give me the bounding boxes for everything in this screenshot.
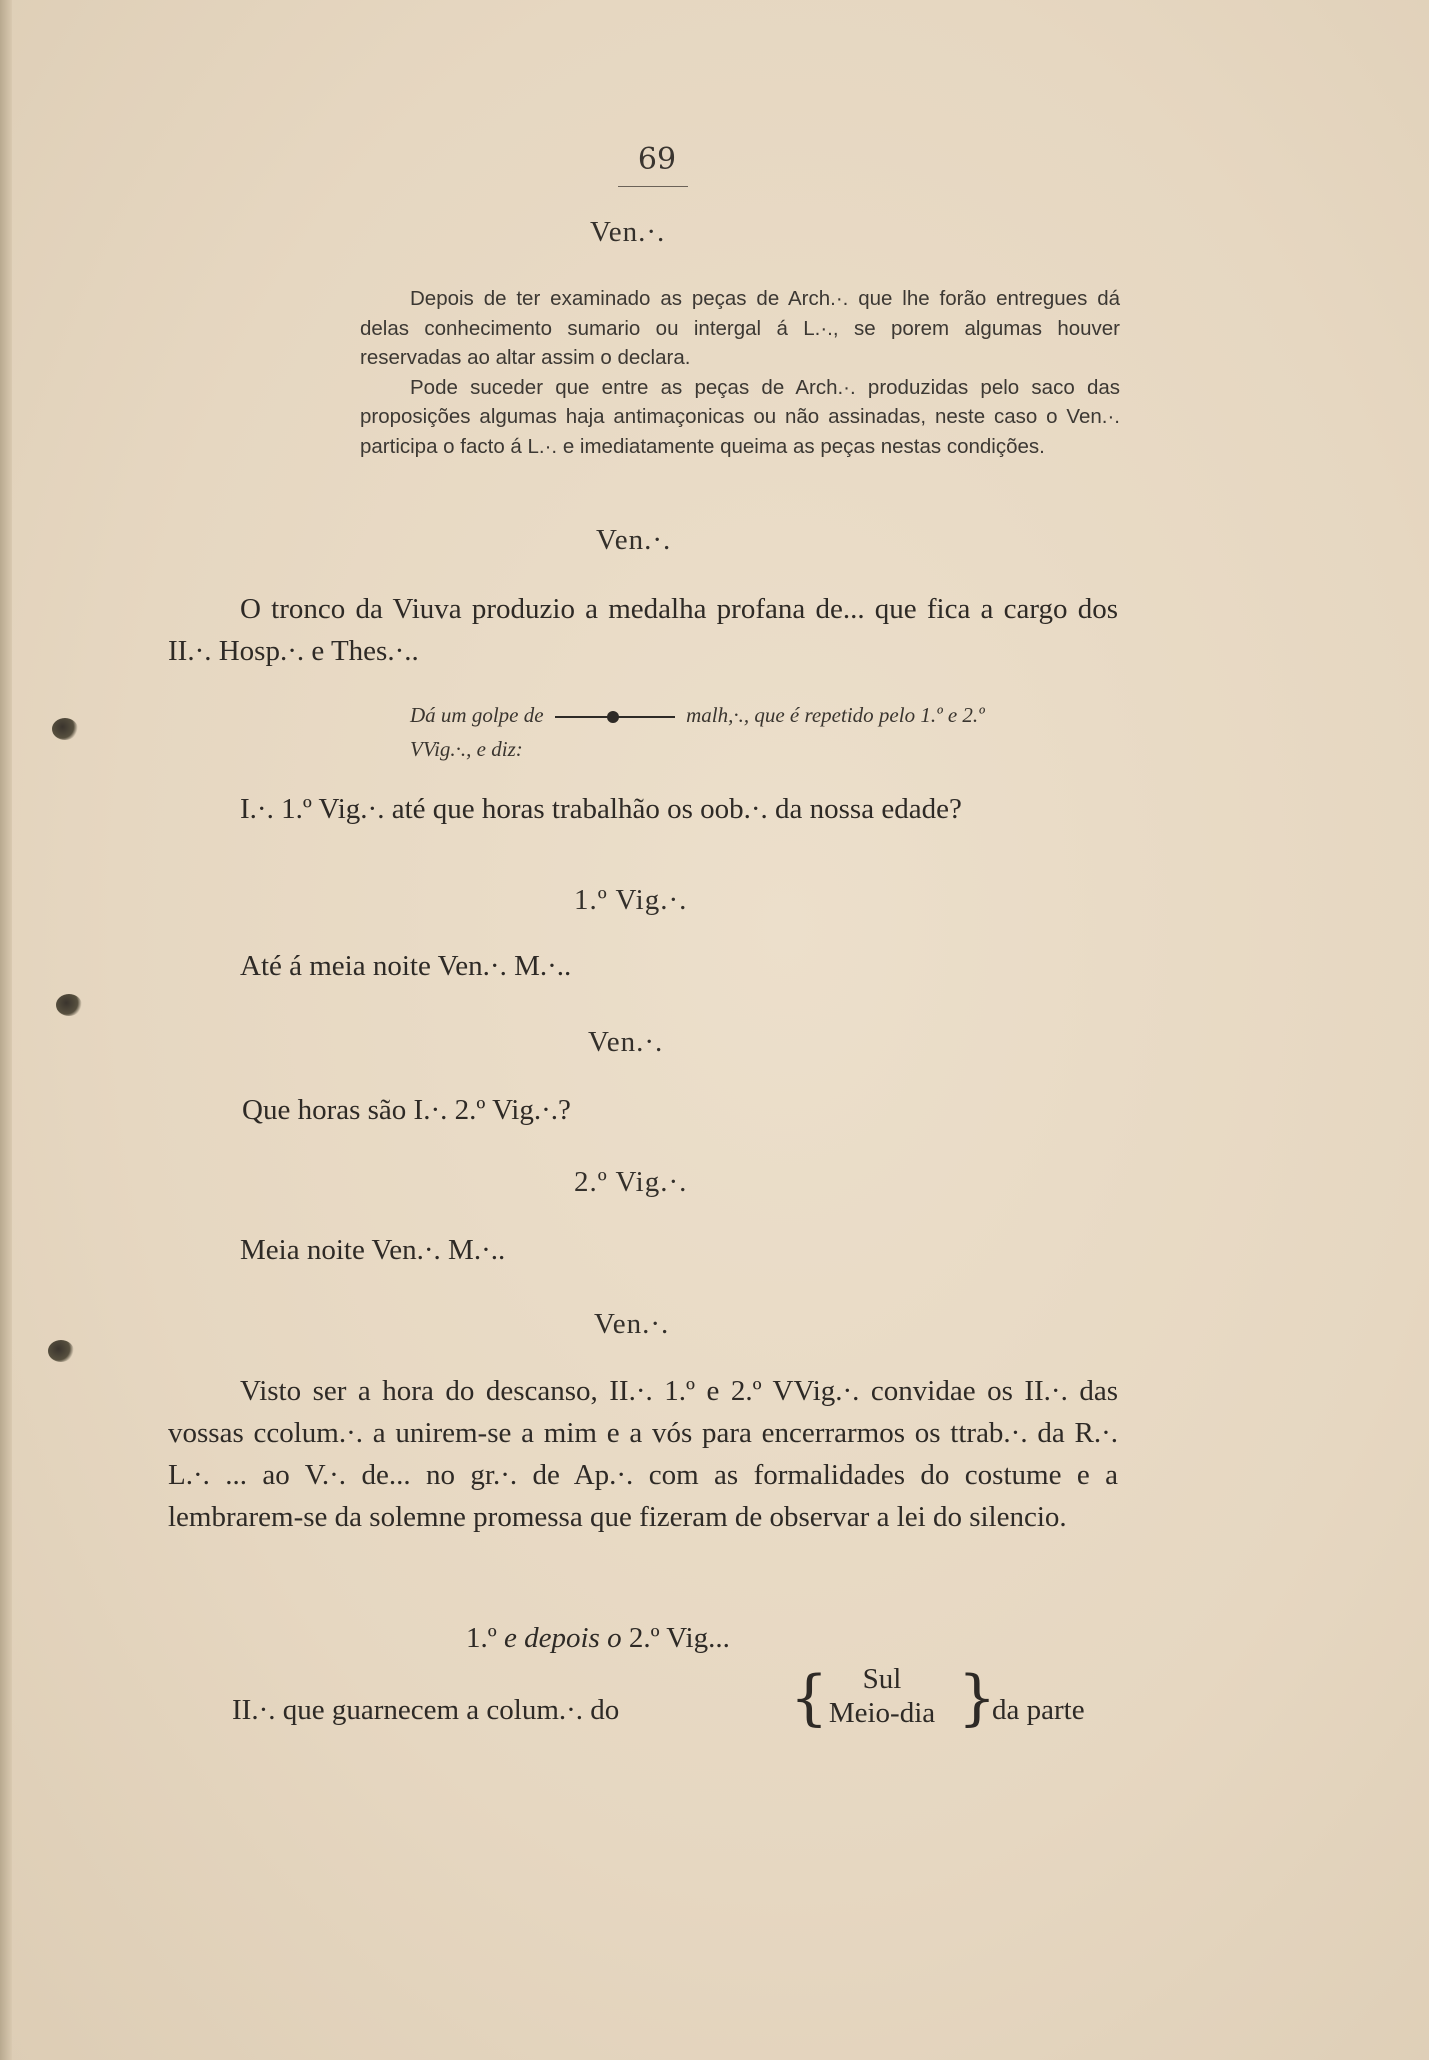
heading-part: 2.º Vig... <box>628 1622 730 1654</box>
stage-text: malh,·., que é repetido pelo 1.º e 2.º <box>686 703 985 727</box>
stage-text: Dá um golpe de <box>410 703 544 727</box>
page-number-rule <box>618 186 688 187</box>
speaker-heading: Ven.·. <box>594 1308 670 1340</box>
paragraph: Pode suceder que entre as peças de Arch.·. produzidas pelo saco das proposições algumas haja antimaçonicas ou não assinadas, neste caso o Ven.·. participa o facto á L.·. e imediatamente queima as peças nestas condições. <box>360 375 1120 458</box>
speaker-heading: 1.º Vig.·. <box>574 884 688 916</box>
paragraph: Visto ser a hora do descanso, II.·. 1.º e 2.º VVig.·. convidae os II.·. das vossas ccolum.·. a unirem-se a mim e a vós para encerrarmos os ttrab.·. da R.·. L.·. ... ao V.·. de... no gr.·. de Ap.·. com as formalidades do costume e a lembrarem-se da solemne promessa que fizeram de observar a lei do silencio. <box>168 1375 1118 1533</box>
punch-hole <box>52 718 78 740</box>
stage-text: VVig.·., e diz: <box>410 737 523 761</box>
punch-hole <box>56 994 82 1016</box>
heading-part: 1.º <box>466 1622 497 1654</box>
speech-text <box>168 788 1118 830</box>
speech-line: Meia noite Ven.·. M.·.. <box>240 1234 506 1266</box>
speech-text <box>168 588 1118 672</box>
paragraph: O tronco da Viuva produzio a medalha profana de... que fica a cargo dos II.·. Hosp.·. e Thes.·.. <box>168 593 1118 667</box>
right-brace-icon: } <box>958 1663 997 1733</box>
left-brace-icon: { <box>790 1663 829 1733</box>
speaker-heading: Ven.·. <box>596 524 672 556</box>
speech-line: da parte <box>992 1694 1085 1726</box>
speech-line: Até á meia noite Ven.·. M.·.. <box>240 950 572 982</box>
heading-part: e depois o <box>504 1622 622 1654</box>
speech-line: II.·. que guarnecem a colum.·. do <box>232 1694 620 1726</box>
speaker-heading: Ven.·. <box>590 216 666 248</box>
punch-hole <box>48 1340 74 1362</box>
option: Meio-dia <box>828 1697 936 1729</box>
speaker-heading <box>466 1622 730 1655</box>
stage-direction <box>410 698 1130 766</box>
paragraph: I.·. 1.º Vig.·. até que horas trabalhão os oob.·. da nossa edade? <box>240 793 962 825</box>
page-number: 69 <box>637 142 677 177</box>
speech-text <box>168 1370 1118 1538</box>
speech-line: Que horas são I.·. 2.º Vig.·.? <box>242 1094 571 1126</box>
speaker-heading: 2.º Vig.·. <box>574 1166 688 1198</box>
speaker-heading: Ven.·. <box>588 1026 664 1058</box>
instruction-text <box>360 284 1120 461</box>
mallet-rule-icon <box>555 710 675 724</box>
alternatives <box>812 1662 952 1730</box>
binding-edge <box>0 0 12 2060</box>
paragraph: Depois de ter examinado as peças de Arch.·. que lhe forão entregues dá delas conhecimento sumario ou intergal á L.·., se porem algumas houver reservadas ao altar assim o declara. <box>360 287 1120 369</box>
option: Sul <box>862 1663 902 1695</box>
